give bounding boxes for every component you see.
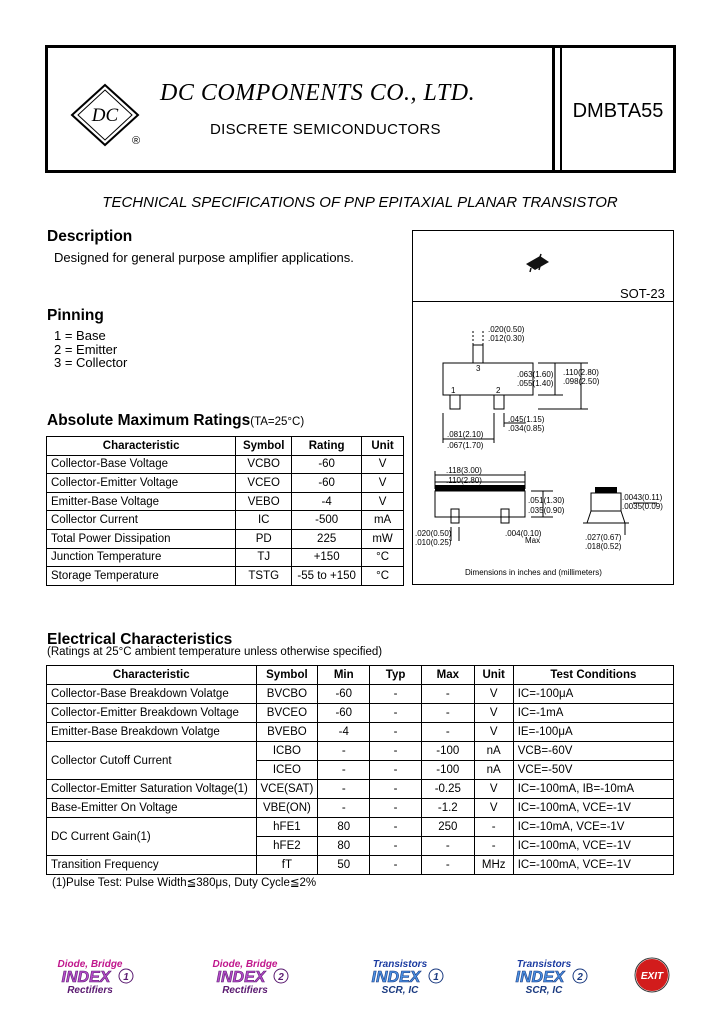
cell-unit: V [362,455,404,474]
header-divider [552,45,555,173]
cell-symbol: BVCEO [256,704,318,723]
cell-typ: - [370,799,422,818]
dim-label: .051(1.30) [528,496,565,505]
dim-label: Max [525,536,541,545]
cell-characteristic: Collector-Emitter Saturation Voltage(1) [47,780,257,799]
cell-symbol: IC [236,511,292,530]
registered-mark: ® [131,135,141,147]
division-name: DISCRETE SEMICONDUCTORS [210,121,441,138]
table-row [47,856,674,875]
pin-list [54,329,127,370]
dim-label: .035(0.90) [528,506,565,515]
cell-unit: V [362,474,404,493]
cell-min: -60 [318,704,370,723]
cell-rating: -500 [292,511,362,530]
pin-number: 3 [476,364,481,373]
cell-typ: - [370,723,422,742]
cell-characteristic: Collector-Base Breakdown Volatge [47,685,257,704]
cell-min: - [318,742,370,761]
cell-characteristic: Emitter-Base Breakdown Volatge [47,723,257,742]
cell-characteristic: DC Current Gain(1) [47,818,257,856]
cell-symbol: hFE1 [256,818,318,837]
cell-test-condition: IC=-100μA [513,685,673,704]
cell-min: -60 [318,685,370,704]
cell-typ: - [370,856,422,875]
dim-label: .098(2.50) [563,377,600,386]
cell-unit: nA [474,761,513,780]
column-header: Characteristic [47,437,236,456]
cell-min: - [318,761,370,780]
diode-bridge-index-1-link[interactable] [40,955,150,995]
exit-label: EXIT [640,971,664,982]
cell-unit: mA [362,511,404,530]
transistors-index-1-link[interactable] [350,955,460,995]
table-row [47,511,404,530]
cell-test-condition: IC=-10mA, VCE=-1V [513,818,673,837]
svg-text:Diode, Bridge: Diode, Bridge [212,959,278,970]
pinning-heading: Pinning [47,307,104,324]
electrical-note: (Ratings at 25°C ambient temperature unless otherwise specified) [47,646,383,658]
transistors-index-2-link[interactable] [494,955,604,995]
part-number: DMBTA55 [572,100,664,122]
cell-test-condition: IC=-1mA [513,704,673,723]
dim-label: .018(0.52) [585,542,622,551]
cell-max: -100 [422,742,475,761]
cell-unit: MHz [474,856,513,875]
svg-text:1: 1 [433,972,439,983]
dim-label: .067(1.70) [447,441,484,450]
exit-button[interactable] [632,955,672,995]
cell-typ: - [370,818,422,837]
dim-label: .118(3.00) [446,466,482,475]
cell-characteristic: Base-Emitter On Voltage [47,799,257,818]
svg-text:2: 2 [278,972,284,983]
electrical-table [46,665,674,875]
dim-label: .010(0.25) [415,538,452,547]
cell-min: - [318,799,370,818]
cell-unit: °C [362,548,404,567]
cell-max: - [422,704,475,723]
cell-unit: nA [474,742,513,761]
cell-rating: -4 [292,492,362,511]
cell-symbol: VCBO [236,455,292,474]
column-header: Symbol [256,666,318,685]
footnote: (1)Pulse Test: Pulse Width≦380μs, Duty Cycle≦2% [52,877,317,889]
svg-text:Rectifiers: Rectifiers [67,985,113,995]
cell-unit: °C [362,567,404,586]
pin-item: 1 = Base [54,328,106,343]
cell-characteristic: Collector-Emitter Breakdown Voltage [47,704,257,723]
cell-test-condition: IC=-100mA, VCE=-1V [513,799,673,818]
cell-unit: V [362,492,404,511]
company-name: DC COMPONENTS CO., LTD. [160,80,476,106]
diode-bridge-index-2-link[interactable] [195,955,305,995]
svg-text:INDEX: INDEX [216,969,266,986]
svg-text:Diode, Bridge: Diode, Bridge [57,959,123,970]
dim-label: .020(0.50) [415,529,452,538]
column-header: Symbol [236,437,292,456]
table-header-row [47,666,674,685]
pin-item: 2 = Emitter [54,341,118,357]
electrical-heading: Electrical Characteristics [47,631,233,648]
cell-unit: V [474,685,513,704]
cell-characteristic: Collector-Emitter Voltage [47,474,236,493]
cell-test-condition: IC=-100mA, IB=-10mA [513,780,673,799]
dimension-drawing [413,303,673,584]
column-header: Rating [292,437,362,456]
logo-text: DC [91,105,119,126]
cell-unit: V [474,723,513,742]
cell-symbol: VBE(ON) [256,799,318,818]
cell-characteristic: Emitter-Base Voltage [47,492,236,511]
cell-symbol: TSTG [236,567,292,586]
table-row [47,474,404,493]
abs-max-condition: (TA=25°C) [250,416,305,428]
dim-label: .055(1.40) [517,379,554,388]
cell-max: - [422,856,475,875]
cell-min: 80 [318,818,370,837]
cell-test-condition: VCB=-60V [513,742,673,761]
table-row [47,742,674,761]
column-header: Test Conditions [513,666,673,685]
pin-number: 1 [451,386,456,395]
cell-min: -4 [318,723,370,742]
cell-typ: - [370,761,422,780]
table-header-row [47,437,404,456]
cell-characteristic: Storage Temperature [47,567,236,586]
column-header: Unit [362,437,404,456]
table-row [47,685,674,704]
package-name: SOT-23 [620,286,665,301]
column-header: Max [422,666,475,685]
cell-min: - [318,780,370,799]
abs-max-table [46,436,404,586]
cell-unit: - [474,818,513,837]
cell-typ: - [370,837,422,856]
abs-max-heading: Absolute Maximum Ratings [47,412,251,429]
svg-text:2: 2 [577,972,583,983]
cell-characteristic: Collector Current [47,511,236,530]
cell-characteristic: Collector Cutoff Current [47,742,257,780]
column-header: Characteristic [47,666,257,685]
table-row [47,818,674,837]
cell-characteristic: Transition Frequency [47,856,257,875]
cell-characteristic: Total Power Dissipation [47,529,236,548]
cell-typ: - [370,780,422,799]
svg-text:INDEX: INDEX [371,969,421,986]
cell-symbol: hFE2 [256,837,318,856]
table-row [47,780,674,799]
abs-max-heading-row [47,412,304,430]
cell-min: 50 [318,856,370,875]
cell-rating: 225 [292,529,362,548]
dim-label: .034(0.85) [508,424,545,433]
svg-text:1: 1 [123,972,129,983]
cell-max: - [422,685,475,704]
column-header: Typ [370,666,422,685]
column-header: Min [318,666,370,685]
cell-max: -1.2 [422,799,475,818]
table-row [47,492,404,511]
cell-symbol: VCE(SAT) [256,780,318,799]
svg-text:Rectifiers: Rectifiers [222,985,268,995]
cell-symbol: TJ [236,548,292,567]
cell-symbol: fT [256,856,318,875]
svg-text:Transistors: Transistors [516,959,572,970]
table-row [47,567,404,586]
description-text: Designed for general purpose amplifier applications. [54,250,354,265]
dim-label: .012(0.30) [488,334,525,343]
dim-label: .004(0.10) [505,529,542,538]
table-row [47,799,674,818]
pin-item: 3 = Collector [54,355,128,370]
dim-label: .063(1.60) [517,370,554,379]
cell-rating: -60 [292,474,362,493]
cell-min: 80 [318,837,370,856]
cell-max: -0.25 [422,780,475,799]
dimension-caption: Dimensions in inches and (millimeters) [465,568,602,577]
table-row [47,548,404,567]
column-header: Unit [474,666,513,685]
cell-unit: mW [362,529,404,548]
cell-symbol: VEBO [236,492,292,511]
dim-label: .045(1.15) [508,415,545,424]
cell-max: -100 [422,761,475,780]
cell-unit: V [474,704,513,723]
cell-symbol: VCEO [236,474,292,493]
cell-test-condition: IC=-100mA, VCE=-1V [513,837,673,856]
table-row [47,529,404,548]
cell-max: - [422,723,475,742]
cell-typ: - [370,685,422,704]
dim-label: .110(2.80) [563,368,599,377]
cell-symbol: ICBO [256,742,318,761]
cell-unit: V [474,799,513,818]
table-row [47,455,404,474]
dim-label: .027(0.67) [585,533,622,542]
description-heading: Description [47,228,133,245]
cell-unit: - [474,837,513,856]
cell-symbol: ICEO [256,761,318,780]
cell-test-condition: VCE=-50V [513,761,673,780]
svg-text:SCR, IC: SCR, IC [381,985,419,995]
cell-typ: - [370,742,422,761]
cell-characteristic: Collector-Base Voltage [47,455,236,474]
table-row [47,704,674,723]
dim-label: .110(2.80) [446,476,482,485]
cell-symbol: BVEBO [256,723,318,742]
cell-rating: -60 [292,455,362,474]
cell-characteristic: Junction Temperature [47,548,236,567]
cell-max: - [422,837,475,856]
cell-symbol: BVCBO [256,685,318,704]
cell-symbol: PD [236,529,292,548]
cell-unit: V [474,780,513,799]
company-logo [66,80,144,150]
svg-text:INDEX: INDEX [61,969,111,986]
dim-label: .0035(0.09) [622,502,663,511]
sot23-package-icon [522,252,552,276]
cell-typ: - [370,704,422,723]
dim-label: .0043(0.11) [622,493,663,502]
dim-label: .081(2.10) [447,430,484,439]
svg-text:INDEX: INDEX [515,969,565,986]
cell-rating: -55 to +150 [292,567,362,586]
cell-test-condition: IC=-100mA, VCE=-1V [513,856,673,875]
table-row [47,723,674,742]
svg-text:Transistors: Transistors [372,959,428,970]
dim-label: .020(0.50) [488,325,525,334]
cell-test-condition: IE=-100μA [513,723,673,742]
pin-number: 2 [496,386,501,395]
svg-text:SCR, IC: SCR, IC [525,985,563,995]
document-title: TECHNICAL SPECIFICATIONS OF PNP EPITAXIAL PLANAR TRANSISTOR [102,194,618,211]
cell-max: 250 [422,818,475,837]
cell-rating: +150 [292,548,362,567]
